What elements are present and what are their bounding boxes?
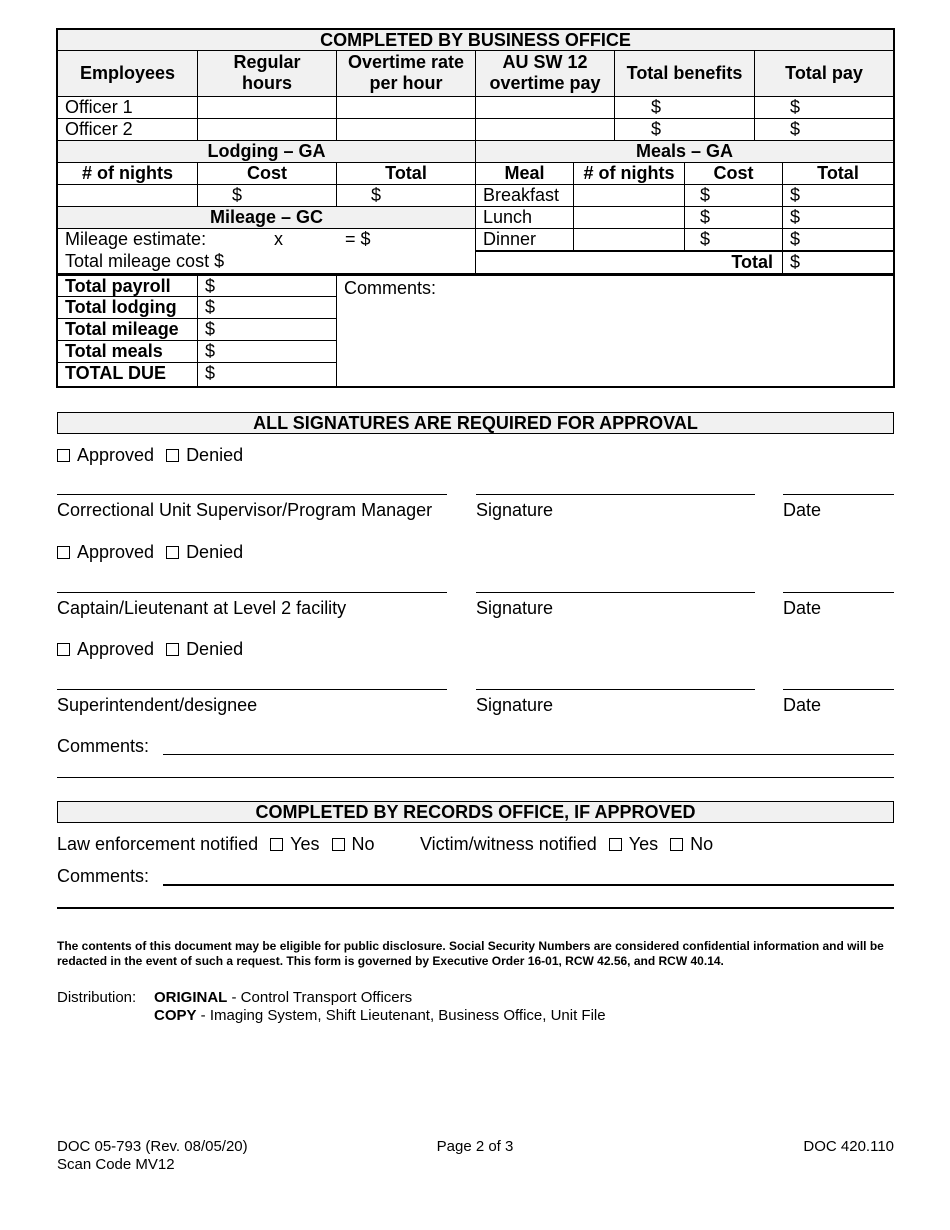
footer-page-number: Page 2 of 3 — [436, 1138, 514, 1155]
victim-witness-yes-checkbox[interactable] — [609, 838, 622, 851]
approval-1-denied-checkbox[interactable] — [166, 449, 179, 462]
lodging-col-total: Total — [336, 162, 476, 185]
officer-2-total-pay[interactable]: $ — [754, 118, 894, 141]
meal-lunch-cost[interactable]: $ — [684, 206, 783, 229]
meal-dinner-label: Dinner — [475, 228, 574, 251]
approval-comments-line-2[interactable] — [57, 777, 894, 778]
distribution-copy: COPY - Imaging System, Shift Lieutenant, Business Office, Unit File — [154, 1007, 606, 1024]
total-payroll-label: Total payroll — [57, 274, 198, 297]
approval-comments-label: Comments: — [57, 736, 150, 756]
total-payroll-value[interactable]: $ — [197, 274, 337, 297]
distribution-label: Distribution: — [57, 989, 137, 1006]
records-comments-line-2[interactable] — [57, 907, 894, 909]
approval-3-options: Approved Denied — [57, 639, 243, 659]
total-due-value[interactable]: $ — [197, 362, 337, 387]
meals-col-cost: Cost — [684, 162, 783, 185]
lodging-cost-input[interactable]: $ — [197, 184, 337, 207]
distribution-original: ORIGINAL - Control Transport Officers — [154, 989, 413, 1006]
total-lodging-label: Total lodging — [57, 296, 198, 319]
lodging-col-nights: # of nights — [57, 162, 198, 185]
mileage-estimate-label: Mileage estimate: — [65, 229, 207, 249]
meal-breakfast-total[interactable]: $ — [782, 184, 894, 207]
officer-1-total-pay[interactable]: $ — [754, 96, 894, 119]
approval-section-title: ALL SIGNATURES ARE REQUIRED FOR APPROVAL — [57, 412, 894, 434]
records-comments-line-1[interactable] — [163, 884, 894, 886]
officer-2-total-benefits[interactable]: $ — [614, 118, 755, 141]
victim-witness-label: Victim/witness notified — [420, 834, 597, 854]
mileage-times-sign: x — [274, 229, 283, 249]
meal-breakfast-nights[interactable] — [573, 184, 685, 207]
approval-2-name-line[interactable] — [57, 592, 447, 593]
col-regular-hours: Regular hours — [197, 50, 337, 97]
approval-3-date-label: Date — [783, 695, 822, 715]
total-mileage-value[interactable]: $ — [197, 318, 337, 341]
mileage-estimate-row[interactable] — [57, 228, 476, 251]
total-lodging-value[interactable]: $ — [197, 296, 337, 319]
meals-total-value[interactable]: $ — [782, 250, 894, 274]
col-total-pay: Total pay — [754, 50, 894, 97]
lodging-total-input[interactable]: $ — [336, 184, 476, 207]
total-mileage-cost[interactable]: Total mileage cost $ — [57, 251, 476, 274]
officer-1-overtime-pay[interactable] — [475, 96, 615, 119]
meals-title: Meals – GA — [475, 140, 894, 163]
victim-witness-no-checkbox[interactable] — [670, 838, 683, 851]
total-due-label: TOTAL DUE — [57, 362, 198, 387]
total-meals-value[interactable]: $ — [197, 340, 337, 363]
approval-1-date-line[interactable] — [783, 494, 894, 495]
col-au-sw-overtime-pay: AU SW 12 overtime pay — [475, 50, 615, 97]
lodging-title: Lodging – GA — [57, 140, 476, 163]
lodging-col-cost: Cost — [197, 162, 337, 185]
approval-3-denied-checkbox[interactable] — [166, 643, 179, 656]
lodging-nights-input[interactable] — [57, 184, 198, 207]
meals-col-nights: # of nights — [573, 162, 685, 185]
approval-1-options: Approved Denied — [57, 445, 243, 465]
approval-3-date-line[interactable] — [783, 689, 894, 690]
col-total-benefits: Total benefits — [614, 50, 755, 97]
approval-2-role-label: Captain/Lieutenant at Level 2 facility — [57, 598, 347, 618]
meals-col-meal: Meal — [475, 162, 574, 185]
total-mileage-label: Total mileage — [57, 318, 198, 341]
approval-1-name-line[interactable] — [57, 494, 447, 495]
law-enforcement-yes-checkbox[interactable] — [270, 838, 283, 851]
business-comments-box[interactable] — [336, 274, 894, 387]
approval-3-signature-line[interactable] — [476, 689, 755, 690]
meal-breakfast-label: Breakfast — [475, 184, 574, 207]
col-employees: Employees — [57, 50, 198, 97]
officer-1-label: Officer 1 — [57, 96, 198, 119]
meal-lunch-nights[interactable] — [573, 206, 685, 229]
meal-dinner-total[interactable]: $ — [782, 228, 894, 251]
approval-2-signature-label: Signature — [476, 598, 554, 618]
meal-lunch-label: Lunch — [475, 206, 574, 229]
records-comments-label: Comments: — [57, 866, 150, 886]
approval-3-role-label: Superintendent/designee — [57, 695, 258, 715]
officer-1-regular-hours[interactable] — [197, 96, 337, 119]
approval-2-denied-checkbox[interactable] — [166, 546, 179, 559]
officer-1-overtime-rate[interactable] — [336, 96, 476, 119]
officer-2-regular-hours[interactable] — [197, 118, 337, 141]
meal-dinner-cost[interactable]: $ — [684, 228, 783, 251]
footer-scan-code: Scan Code MV12 — [57, 1156, 175, 1173]
approval-1-approved-checkbox[interactable] — [57, 449, 70, 462]
victim-witness-row: Victim/witness notified Yes No — [420, 834, 714, 854]
approval-3-name-line[interactable] — [57, 689, 447, 690]
meal-breakfast-cost[interactable]: $ — [684, 184, 783, 207]
law-enforcement-label: Law enforcement notified — [57, 834, 259, 854]
mileage-title: Mileage – GC — [57, 206, 476, 229]
meal-dinner-nights[interactable] — [573, 228, 685, 251]
approval-2-date-line[interactable] — [783, 592, 894, 593]
approval-1-date-label: Date — [783, 500, 822, 520]
business-office-title: COMPLETED BY BUSINESS OFFICE — [57, 29, 894, 51]
approval-1-signature-label: Signature — [476, 500, 554, 520]
meal-lunch-total[interactable]: $ — [782, 206, 894, 229]
approval-3-signature-label: Signature — [476, 695, 554, 715]
officer-2-label: Officer 2 — [57, 118, 198, 141]
approval-1-role-label: Correctional Unit Supervisor/Program Manager — [57, 500, 433, 520]
approval-2-approved-checkbox[interactable] — [57, 546, 70, 559]
law-enforcement-no-checkbox[interactable] — [332, 838, 345, 851]
col-overtime-rate: Overtime rate per hour — [336, 50, 476, 97]
total-meals-label: Total meals — [57, 340, 198, 363]
approval-2-date-label: Date — [783, 598, 822, 618]
business-comments-label: Comments: — [344, 278, 437, 298]
meals-total-label: Total — [475, 250, 783, 274]
footer-doc-number: DOC 05-793 (Rev. 08/05/20) — [57, 1138, 248, 1155]
officer-2-overtime-rate[interactable] — [336, 118, 476, 141]
approval-3-approved-checkbox[interactable] — [57, 643, 70, 656]
officer-2-overtime-pay[interactable] — [475, 118, 615, 141]
disclosure-notice: The contents of this document may be eligible for public disclosure. Social Security Numbers are considered confidential information and will be redacted in the event of such a request. This form is governed by Executive Order 16-01, RCW 42.56, and RCW 40.14. — [57, 939, 884, 968]
approval-comments-line-1[interactable] — [163, 754, 894, 755]
approval-2-options: Approved Denied — [57, 542, 243, 562]
approval-1-signature-line[interactable] — [476, 494, 755, 495]
approval-2-signature-line[interactable] — [476, 592, 755, 593]
records-section-title: COMPLETED BY RECORDS OFFICE, IF APPROVED — [57, 801, 894, 823]
law-enforcement-row: Law enforcement notified Yes No — [57, 834, 375, 854]
meals-col-total: Total — [782, 162, 894, 185]
mileage-equals-dollar: = $ — [345, 229, 371, 249]
officer-1-total-benefits[interactable]: $ — [614, 96, 755, 119]
footer-policy-number: DOC 420.110 — [803, 1138, 894, 1155]
